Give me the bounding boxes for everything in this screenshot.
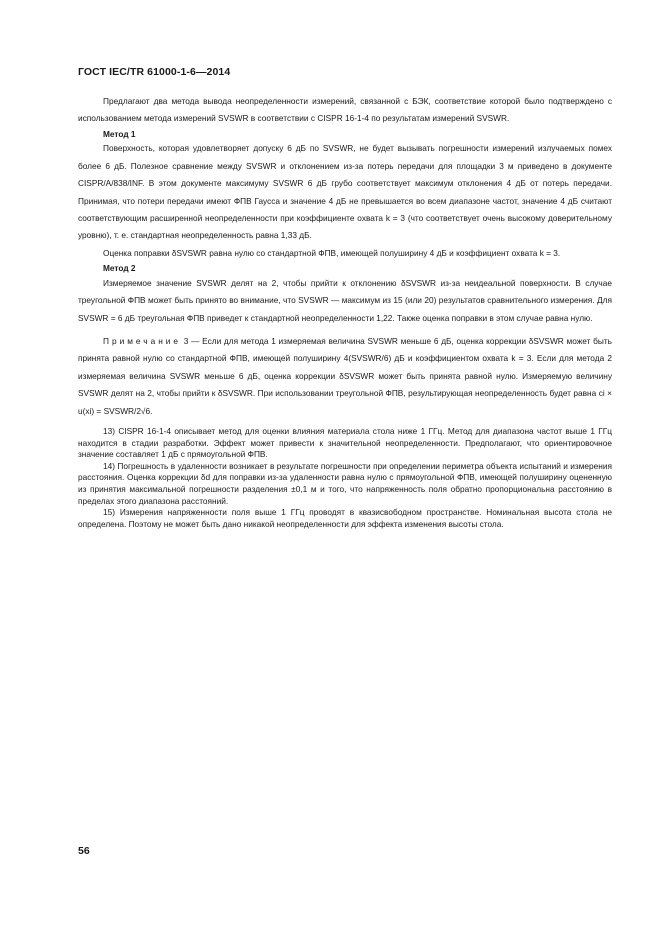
method-1-paragraph-2: Оценка поправки δSVSWR равна нулю со стандартной ФПВ, имеющей полуширину 4 дБ и коэффициент охвата k = 3.: [103, 247, 561, 258]
method-1-heading: Метод 1: [103, 128, 136, 139]
note-text: 3 — Если для метода 1 измеряемая величина SVSWR меньше 6 дБ, оценка коррекции δSVSWR может быть принята равной нулю со стандартной ФПВ, имеющей полуширину 4(SVSWR/6) дБ и коэффициентом охвата k = 3. Если для метода 2 измеряемая величина SVSWR меньше 6 дБ, оценка коррекции δSVSWR может быть принята равной нулю. Измеряемую величину SVSWR делят на 2, чтобы прийти к δSVSWR. При использовании треугольной ФПВ, результирующая неопределенность будет равна ci × u(xi) = SVSWR/2√6.: [78, 336, 612, 416]
page-number: 56: [78, 845, 90, 857]
document-header: ГОСТ IEC/TR 61000-1-6—2014: [78, 66, 231, 78]
item-13-paragraph: 13) CISPR 16-1-4 описывает метод для оценки влияния материала стола ниже 1 ГГц. Метод для диапазона частот выше 1 ГГц находится в стадии разработки. Эффект может привести к значительной неопределенности. Предполагают, что ориентировочное значение составляет 1 дБ с прямоугольной ФПВ.: [78, 426, 612, 460]
item-15-paragraph: 15) Измерения напряженности поля выше 1 ГГц проводят в квазисвободном пространстве. Номинальная высота стола не определена. Поэтому не может быть дано никакой неопределенности для эффекта изменения высоты стола.: [78, 507, 612, 529]
method-1-paragraph-1: Поверхность, которая удовлетворяет допуску 6 дБ по SVSWR, не будет вызывать погрешности измерений излучаемых помех более 6 дБ. Полезное сравнение между SVSWR и отклонением из-за потерь передачи для площадки 3 м приведено в документе CISPR/A/838/INF. В этом документе максимуму SVSWR 6 дБ грубо соответствует максимум отклонения 4 дБ от потерь передачи. Принимая, что потери передачи имеют ФПВ Гаусса и значение 4 дБ не превышается во всем диапазоне частот, значение 4 дБ считают соответствующим расширенной неопределенности при коэффициенте охвата k = 3 (что соответствует очень высокому доверительному уровню), т. е. стандартная неопределенность равна 1,33 дБ.: [78, 143, 612, 241]
method-2-paragraph: Измеряемое значение SVSWR делят на 2, чтобы прийти к отклонению δSVSWR из-за неидеальной поверхности. В случае треугольной ФПВ может быть принято во внимание, что SVSWR — максимум из 15 (или 20) результатов сравнительного измерения. Для SVSWR = 6 дБ треугольная ФПВ приведет к стандартной неопределенности 1,22. Также оценка поправки в этом случае равна нулю.: [78, 277, 612, 323]
intro-paragraph: Предлагают два метода вывода неопределенности измерений, связанной с БЭК, соответствие которой было подтверждено с использованием метода измерений SVSWR в соответствии с CISPR 16-1-4 по результатам измерений SVSWR.: [78, 96, 612, 124]
item-14-paragraph: 14) Погрешность в удаленности возникает в результате погрешности при определении периметра объекта испытаний и измерения расстояния. Оценка коррекции δd для поправки из-за удаленности равна нулю с прямоугольной ФПВ, имеющей полуширину оцененную из принятия максимальной погрешности разделения ±0,1 м и того, что напряженность поля обратно пропорциональна расстоянию в пределах этого диапазона расстояний.: [78, 460, 612, 506]
note-label: Примечание: [103, 336, 182, 347]
method-2-heading: Метод 2: [103, 263, 136, 274]
document-body: [78, 93, 612, 530]
note-paragraph: [78, 333, 612, 420]
